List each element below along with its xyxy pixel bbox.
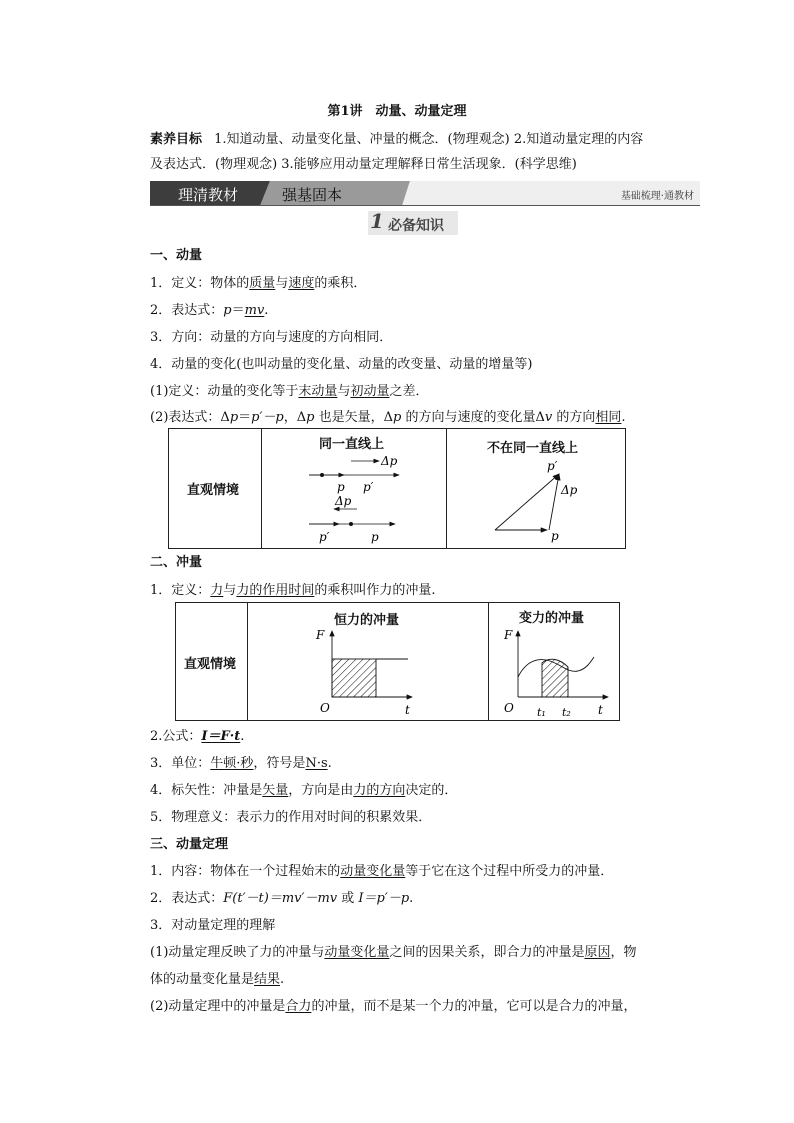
table2-col2: 变力的冲量 [519,611,585,626]
text: 的冲量，而不是某一个力的冲量，它可以是合力的冲量， [311,999,637,1014]
text: ，符号是 [253,756,306,771]
s3-line-5 [150,968,284,987]
blank-answer: 合力 [285,999,312,1014]
text: p [223,303,232,318]
s3-line-3: 3．对动量定理的理解 [150,918,276,933]
table1-col1: 同一直线上 [319,437,385,452]
text: 体的动量变化量是 [150,972,255,987]
s2-line-4 [150,779,457,798]
blank-answer: 速度 [288,276,315,291]
text: v [544,410,553,425]
goal-text-1: 1.知道动量、动量变化量、冲量的概念．(物理观念) 2.知道动量定理的内容 [214,132,644,147]
blank-answer: 质量 [249,276,276,291]
table-momentum-change [168,428,626,549]
label-dp: Δp [381,454,398,468]
constant-force-graph [312,625,422,719]
table2-label: 直观情境 [184,657,237,672]
s1-line-3: 3．方向：动量的方向与速度的方向相同． [150,330,393,345]
blank-answer: 动量变化量 [340,864,406,879]
blank-answer: 动量变化量 [324,945,390,960]
blank-answer: I＝F·t [201,729,241,744]
blank-answer: N·s [305,756,328,771]
text: 3．单位： [150,756,211,771]
s2-line-2 [150,725,244,744]
text: . [409,891,414,906]
text: (1)动量定理反映了力的冲量与 [150,945,325,960]
label-dp: Δp [561,483,578,497]
text: (2)表达式：Δ [150,410,230,425]
s1-line-5 [150,380,428,399]
text: (1)定义：动量的变化等于 [150,384,299,399]
table1-label: 直观情境 [187,483,240,498]
blank-answer: 力的方向 [353,783,406,798]
s1-line-4: 4．动量的变化(也叫动量的变化量、动量的改变量、动量的增量等) [150,357,533,372]
blank-answer: 牛顿·秒 [210,756,254,771]
table-impulse [175,602,620,721]
table1-col2: 不在同一直线上 [487,441,579,456]
s3-line-4 [150,941,636,960]
label-F: F [504,628,513,642]
s3-line-2 [150,887,413,906]
text: 2.公式： [150,729,202,744]
blank-answer: 末动量 [298,384,338,399]
s3-line-6 [150,995,636,1014]
label-dp: Δp [335,494,352,508]
label-t: t [405,703,410,717]
s2-line-3 [150,752,332,771]
s1-line-1 [150,272,366,291]
label-F: F [316,628,325,642]
s2-line-5: 5．物理意义：表示力的作用对时间的积累效果． [150,810,432,825]
text: 的乘积． [314,276,367,291]
text: 2．表达式： [150,303,224,318]
text: ，Δ [283,410,307,425]
collinear-diagram [299,449,449,547]
text: p [229,410,239,425]
text: 2．表达式： [150,891,224,906]
goal-label: 素养目标 [150,132,203,147]
label-pp: p′ [547,459,558,473]
section-header [368,211,458,235]
text: 之间的因果关系，即合力的冲量是 [389,945,585,960]
text: (2)动量定理中的冲量是 [150,999,286,1014]
text: 的方向与速度的变化量Δ [401,410,545,425]
s2-head: 二、冲量 [150,555,203,570]
text: . [240,729,245,744]
label-t2: t₂ [562,706,571,719]
s3-line-1 [150,860,613,879]
text: 与 [337,384,351,399]
label-pp: p′ [363,480,374,494]
text: 也是矢量，Δ [314,410,394,425]
label-O: O [504,701,514,715]
text: 与 [223,583,237,598]
table2-col1: 恒力的冲量 [334,613,400,628]
text: 之差． [389,384,429,399]
label-t: t [598,703,603,717]
label-t1: t₁ [537,706,546,719]
section-label: 必备知识 [388,218,444,234]
text: . [621,410,626,425]
page-title: 第1讲 动量、动量定理 [327,104,467,119]
text: ＝ [231,303,245,318]
text: 决定的． [405,783,458,798]
goal-line-1 [150,128,643,147]
s1-head: 一、动量 [150,248,203,263]
text: p′－p [251,410,284,425]
text: 的乘积叫作力的冲量. [314,583,436,598]
blank-answer: 力的作用时间 [236,583,315,598]
label-pp: p′ [319,530,330,544]
blank-answer: 原因 [584,945,611,960]
banner-right: 基础梳理·通教材 [620,191,694,202]
label-O: O [320,701,330,715]
blank-answer: 力 [210,583,224,598]
text: . [264,303,269,318]
text: 1．定义：物体的 [150,276,250,291]
s3-head: 三、动量定理 [150,837,229,852]
label-p: p [337,480,345,494]
formula: I＝p′－p [358,891,410,906]
banner-left: 理清教材 [178,186,239,204]
formula: F(t′－t)＝mv′－mv [223,891,338,906]
triangle-diagram [489,454,599,544]
label-p: p [551,529,559,543]
text: 或 [337,891,359,906]
s1-line-2 [150,299,268,318]
text: ，物 [610,945,637,960]
blank-answer: 相同 [595,410,622,425]
blank-answer: mv [244,303,265,318]
text: . [280,972,285,987]
blank-answer: 初动量 [350,384,390,399]
blank-answer: 结果 [254,972,281,987]
text: 与 [275,276,289,291]
label-p: p [371,530,379,544]
section-num: 1 [370,209,384,233]
goal-text-2: 及表达式．(物理观念) 3.能够应用动量定理解释日常生活现象．(科学思维) [150,157,577,172]
text: . [327,756,332,771]
text: 等于它在这个过程中所受力的冲量． [405,864,614,879]
text: p [306,410,315,425]
text: p [393,410,402,425]
s2-line-1 [150,579,435,598]
text: 1．定义： [150,583,211,598]
text: 的方向 [552,410,596,425]
text: 1．内容：物体在一个过程始末的 [150,864,341,879]
banner-mid: 强基固本 [282,186,343,204]
text: 4．标矢性：冲量是 [150,783,263,798]
text: ，方向是由 [288,783,354,798]
variable-force-graph [504,625,616,719]
section-banner [150,181,700,206]
text: ＝ [238,410,252,425]
s1-line-6 [150,406,626,425]
blank-answer: 矢量 [262,783,289,798]
